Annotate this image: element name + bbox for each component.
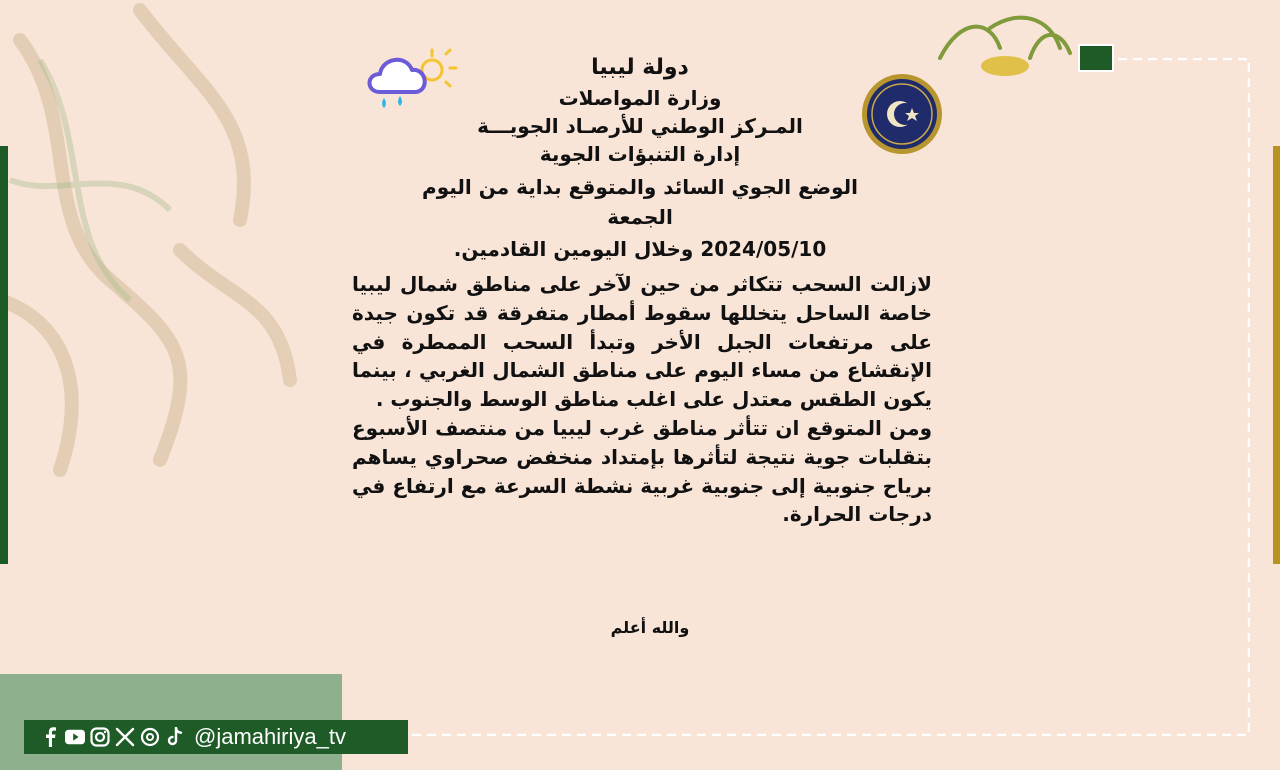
closing-text: والله أعلم	[610, 618, 690, 637]
right-accent-bar	[1273, 146, 1280, 564]
x-icon[interactable]	[115, 727, 135, 747]
department-name: إدارة التنبؤات الجوية	[539, 142, 741, 166]
forecast-paragraph-2: ومن المتوقع ان تتأثر مناطق غرب ليبيا من منتصف الأسبوع بتقلبات جوية نتيجة لتأثرها بإمتداد منخفض صحراوي يساهم برياح جنوبية إلى جنوبية غربية نشطة السرعة مع ارتفاع في درجات الحرارة.	[352, 415, 932, 527]
social-handle[interactable]: @jamahiriya_tv	[194, 724, 346, 749]
social-bar	[24, 720, 408, 754]
facebook-icon[interactable]	[40, 727, 60, 747]
forecast-paragraph-1: لازالت السحب تتكاثر من حين لآخر على مناطق شمال ليبيا خاصة الساحل يتخللها سقوط أمطار متفرقة قد تكون جيدة على مرتفعات الجبل الأخر وتبدأ السحب الممطرة في الإنقشاع من مساء اليوم على مناطق الشمال الغربي ، بينما يكون الطقس معتدل على اغلب مناطق الوسط والجنوب .	[352, 272, 932, 412]
instagram-icon[interactable]	[90, 727, 110, 747]
bulletin-title: الوضع الجوي السائد والمتوقع بداية من اليوم الجمعة	[422, 175, 858, 229]
country-name: دولة ليبيا	[591, 55, 689, 80]
center-name: المـركز الوطني للأرصـاد الجويـــة	[477, 114, 803, 138]
ministry-name: وزارة المواصلات	[558, 86, 722, 110]
bulletin-date: 2024/05/10	[700, 237, 827, 261]
channel-logo	[930, 8, 1120, 76]
forecast-body	[352, 270, 932, 529]
left-accent-bar	[0, 146, 8, 564]
bulletin-subtitle-text: وخلال اليومين القادمين.	[453, 237, 694, 261]
meteorology-emblem	[860, 72, 944, 156]
tiktok-icon[interactable]	[165, 727, 185, 747]
background-calligraphy	[0, 0, 300, 560]
threads-icon[interactable]	[140, 727, 160, 747]
header-block	[420, 52, 860, 266]
bulletin-subtitle	[420, 232, 860, 266]
youtube-icon[interactable]	[65, 727, 85, 747]
